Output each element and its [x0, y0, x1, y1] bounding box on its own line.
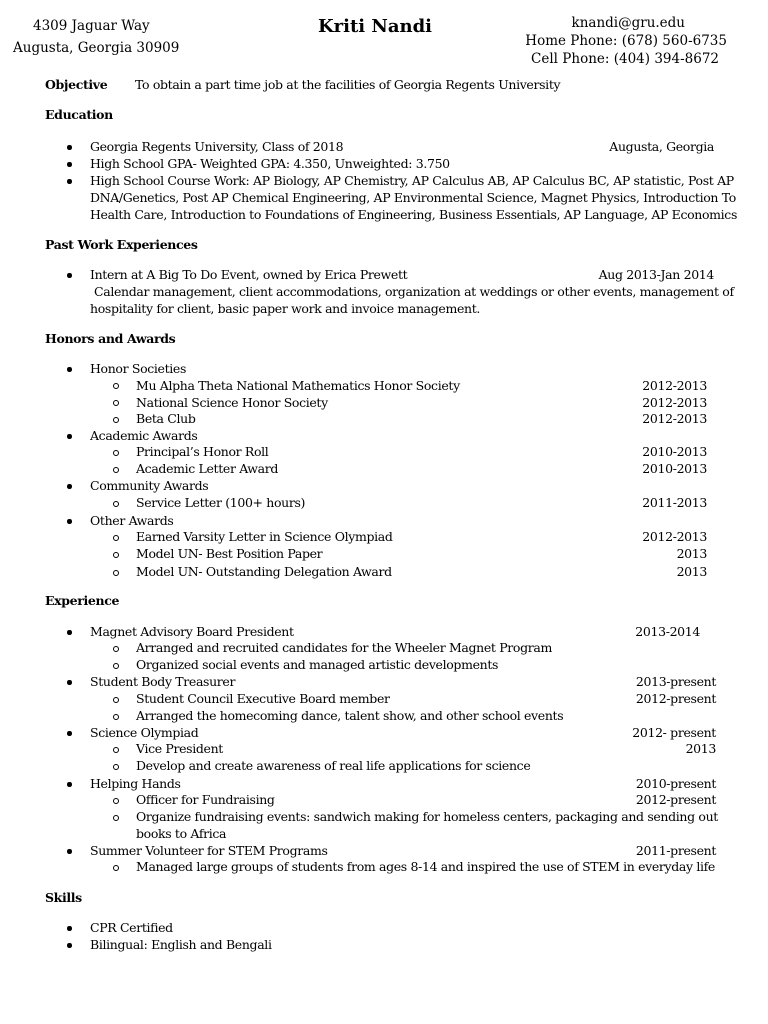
email: knandi@gru.edu: [571, 15, 685, 31]
education-item-line: High School Course Work: AP Biology, AP Chemistry, AP Calculus AB, AP Calculus BC, AP statistic, Post AP: [90, 173, 734, 188]
honors-item: Academic Letter Award: [136, 461, 279, 476]
bullet: [67, 782, 72, 787]
experience-dates: 2011-present: [635, 843, 716, 858]
sub-bullet: [113, 815, 119, 821]
work-desc-line: Calendar management, client accommodations, organization at weddings or other events, management of: [94, 284, 734, 299]
home-phone: Home Phone: (678) 560-6735: [525, 33, 727, 49]
experience-item: Student Council Executive Board member: [136, 691, 390, 706]
bullet: [67, 162, 72, 167]
experience-item: Officer for Fundraising: [136, 792, 275, 807]
sub-bullet: [113, 400, 119, 406]
skills-heading: Skills: [45, 890, 82, 905]
bullet: [67, 943, 72, 948]
education-item-line: Health Care, Introduction to Foundations of Engineering, Business Essentials, AP Language, AP Economics: [90, 207, 738, 222]
sub-bullet: [113, 383, 119, 389]
honors-group-title: Community Awards: [90, 478, 209, 493]
work-desc-line: hospitality for client, basic paper work and invoice management.: [90, 301, 481, 316]
skill-item: CPR Certified: [90, 920, 173, 935]
bullet: [67, 731, 72, 736]
experience-item-dates: 2012-present: [635, 691, 716, 706]
bullet: [67, 630, 72, 635]
sub-bullet: [113, 535, 119, 541]
experience-heading: Experience: [45, 593, 120, 608]
experience-item: Vice President: [136, 741, 223, 756]
experience-item-dates: 2013: [685, 741, 716, 756]
sub-bullet: [113, 764, 119, 770]
education-heading: Education: [45, 107, 113, 122]
honors-item: Service Letter (100+ hours): [136, 495, 306, 510]
bullet: [67, 179, 72, 184]
bullet: [67, 926, 72, 931]
objective-text: To obtain a part time job at the facilities of Georgia Regents University: [135, 77, 561, 92]
sub-bullet: [113, 714, 119, 720]
honors-item-year: 2012-2013: [642, 529, 707, 544]
bullet: [67, 273, 72, 278]
cell-phone: Cell Phone: (404) 394-8672: [531, 51, 719, 67]
sub-bullet: [113, 570, 119, 576]
honors-item-year: 2012-2013: [642, 395, 707, 410]
bullet: [67, 367, 72, 372]
honors-group-title: Academic Awards: [90, 428, 198, 443]
honors-group-title: Other Awards: [90, 513, 174, 528]
honors-group-title: Honor Societies: [90, 361, 187, 376]
experience-item-line: Organize fundraising events: sandwich making for homeless centers, packaging and sending out: [136, 809, 718, 824]
sub-bullet: [113, 697, 119, 703]
work-heading: Past Work Experiences: [45, 237, 198, 252]
education-location: Augusta, Georgia: [609, 139, 714, 154]
skill-item: Bilingual: English and Bengali: [90, 937, 272, 952]
honors-item: Beta Club: [136, 411, 196, 426]
experience-title: Summer Volunteer for STEM Programs: [90, 843, 328, 858]
bullet: [67, 434, 72, 439]
experience-dates: 2012- present: [632, 725, 716, 740]
experience-dates: 2013-2014: [635, 624, 700, 639]
bullet: [67, 484, 72, 489]
work-item: Intern at A Big To Do Event, owned by Erica Prewett: [90, 267, 408, 282]
honors-item: Mu Alpha Theta National Mathematics Honor Society: [136, 378, 460, 393]
sub-bullet: [113, 450, 119, 456]
honors-item: Model UN- Outstanding Delegation Award: [136, 564, 392, 579]
experience-item: Arranged and recruited candidates for the Wheeler Magnet Program: [136, 640, 552, 655]
experience-dates: 2013-present: [635, 674, 716, 689]
bullet: [67, 849, 72, 854]
resume-name: Kriti Nandi: [318, 16, 433, 37]
honors-item: National Science Honor Society: [136, 395, 328, 410]
honors-item-year: 2010-2013: [642, 444, 707, 459]
experience-item: Organized social events and managed artistic developments: [136, 657, 499, 672]
honors-item-year: 2012-2013: [642, 411, 707, 426]
honors-item-year: 2012-2013: [642, 378, 707, 393]
objective-heading: Objective: [45, 77, 108, 92]
work-dates: Aug 2013-Jan 2014: [598, 267, 714, 282]
experience-title: Science Olympiad: [90, 725, 199, 740]
honors-item: Earned Varsity Letter in Science Olympiad: [136, 529, 393, 544]
honors-item: Model UN- Best Position Paper: [136, 546, 323, 561]
experience-item-dates: 2012-present: [635, 792, 716, 807]
address-line-2: Augusta, Georgia 30909: [13, 40, 180, 56]
experience-title: Helping Hands: [90, 776, 181, 791]
honors-item-year: 2013: [676, 546, 707, 561]
honors-item-year: 2013: [676, 564, 707, 579]
sub-bullet: [113, 798, 119, 804]
experience-dates: 2010-present: [635, 776, 716, 791]
sub-bullet: [113, 646, 119, 652]
address-line-1: 4309 Jaguar Way: [33, 18, 150, 34]
bullet: [67, 680, 72, 685]
honors-item-year: 2010-2013: [642, 461, 707, 476]
experience-title: Student Body Treasurer: [90, 674, 236, 689]
sub-bullet: [113, 467, 119, 473]
experience-title: Magnet Advisory Board President: [90, 624, 294, 639]
sub-bullet: [113, 663, 119, 669]
honors-item-year: 2011-2013: [642, 495, 707, 510]
honors-item: Principal’s Honor Roll: [136, 444, 269, 459]
sub-bullet: [113, 552, 119, 558]
experience-item: Develop and create awareness of real life applications for science: [136, 758, 531, 773]
education-item: High School GPA- Weighted GPA: 4.350, Unweighted: 3.750: [90, 156, 450, 171]
sub-bullet: [113, 865, 119, 871]
education-item: Georgia Regents University, Class of 2018: [90, 139, 344, 154]
honors-heading: Honors and Awards: [45, 331, 176, 346]
experience-item-line: books to Africa: [136, 826, 227, 841]
experience-item: Managed large groups of students from ages 8-14 and inspired the use of STEM in everyday life: [136, 859, 715, 874]
sub-bullet: [113, 417, 119, 423]
sub-bullet: [113, 501, 119, 507]
education-item-line: DNA/Genetics, Post AP Chemical Engineering, AP Environmental Science, Magnet Physics, Introduction To: [90, 190, 736, 205]
sub-bullet: [113, 747, 119, 753]
bullet: [67, 519, 72, 524]
experience-item: Arranged the homecoming dance, talent show, and other school events: [136, 708, 564, 723]
bullet: [67, 145, 72, 150]
